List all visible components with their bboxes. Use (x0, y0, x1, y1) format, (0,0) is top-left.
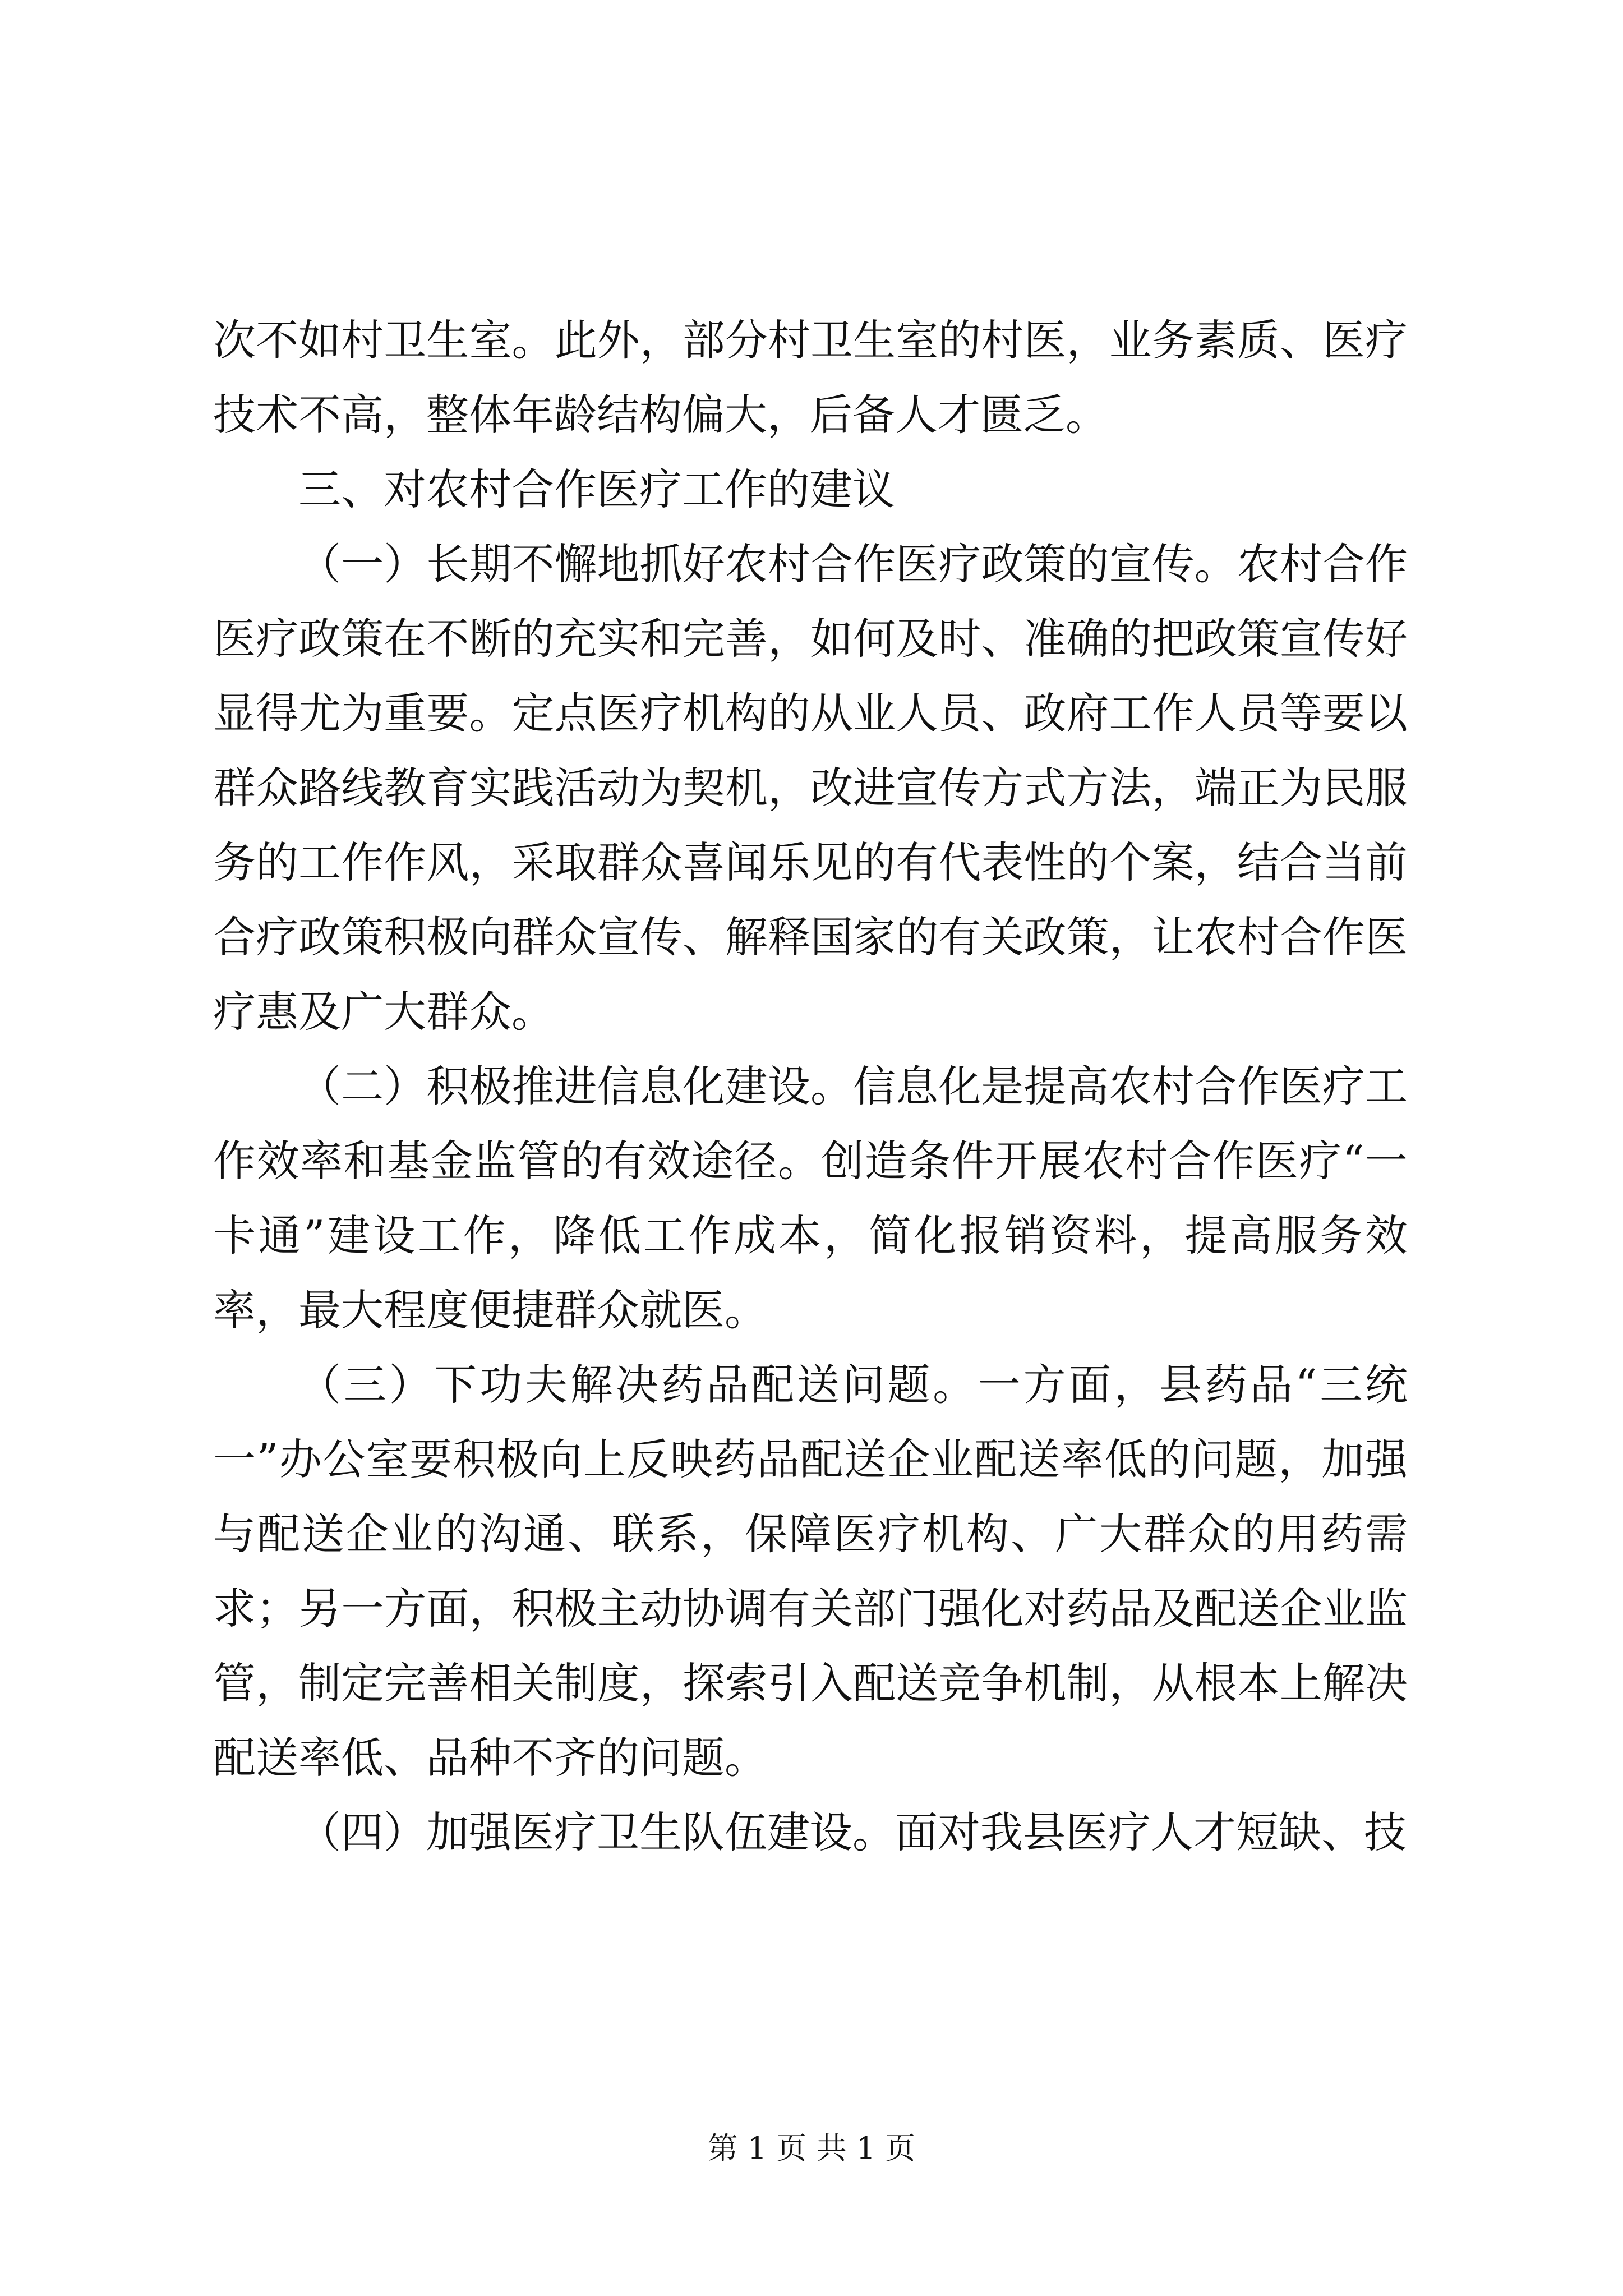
paragraph-suggestion-1: （一）长期不懈地抓好农村合作医疗政策的宣传。农村合作医疗政策在不断的充实和完善，如何及时、准确的把政策宣传好显得尤为重要。定点医疗机构的从业人员、政府工作人员等要以群众路线教育实践活动为契机，改进宣传方式方法，端正为民服务的工作作风，采取群众喜闻乐见的有代表性的个案，结合当前合疗政策积极向群众宣传、解释国家的有关政策，让农村合作医疗惠及广大群众。 (213, 539, 1408, 1037)
paragraph-suggestion-2: （二）积极推进信息化建设。信息化是提高农村合作医疗工作效率和基金监管的有效途径。创造条件开展农村合作医疗“一卡通”建设工作，降低工作成本，简化报销资料，提高服务效率，最大程度便捷群众就医。 (213, 1061, 1408, 1335)
paragraph-continuation: 次不如村卫生室。此外，部分村卫生室的村医，业务素质、医疗技术不高，整体年龄结构偏大，后备人才匮乏。 (213, 315, 1408, 440)
paragraph-suggestion-3: （三）下功夫解决药品配送问题。一方面，县药品“三统一”办公室要积极向上反映药品配送企业配送率低的问题，加强与配送企业的沟通、联系，保障医疗机构、广大群众的用药需求；另一方面，积极主动协调有关部门强化对药品及配送企业监管，制定完善相关制度，探索引入配送竞争机制，从根本上解决配送率低、品种不齐的问题。 (213, 1360, 1408, 1783)
paragraph-suggestion-4: （四）加强医疗卫生队伍建设。面对我县医疗人才短缺、技 (298, 1807, 1407, 1857)
section-heading: 三、对农村合作医疗工作的建议 (298, 464, 895, 514)
page-footer: 第 1 页 共 1 页 (707, 2131, 916, 2166)
document-body (213, 303, 1408, 1870)
